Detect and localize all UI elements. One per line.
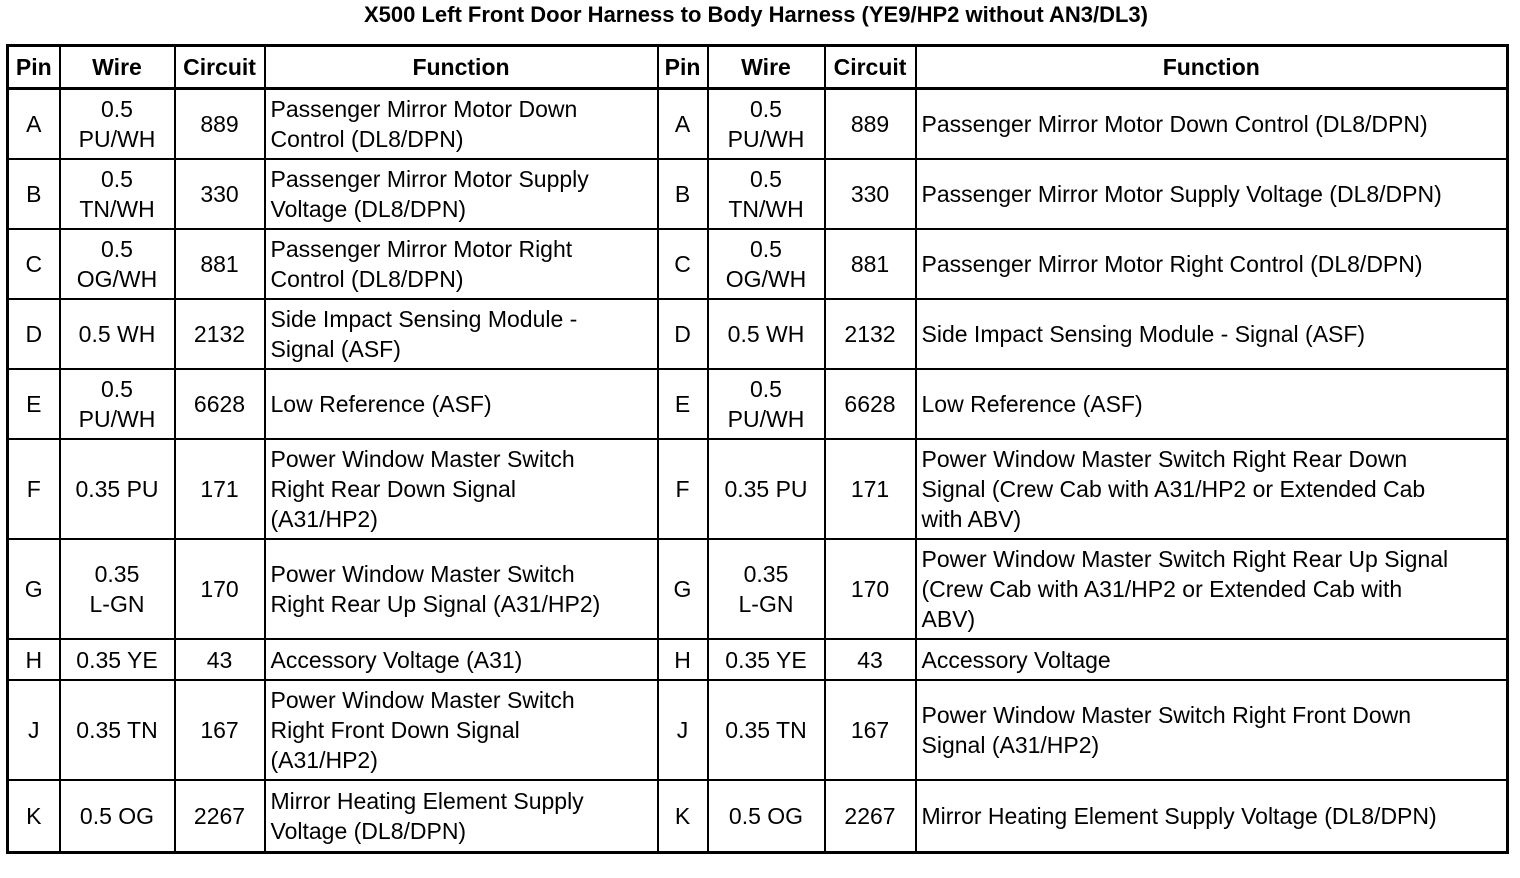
left-wire-cell bbox=[60, 369, 175, 439]
right-circuit-cell: 171 bbox=[825, 439, 916, 539]
right-wire-cell bbox=[708, 680, 825, 780]
left-pin-cell: E bbox=[8, 369, 60, 439]
function-line: Control (DL8/DPN) bbox=[270, 126, 464, 152]
left-function-cell bbox=[265, 299, 658, 369]
header-row bbox=[8, 46, 1508, 89]
left-wire-cell bbox=[60, 539, 175, 639]
right-circuit-cell: 889 bbox=[825, 89, 916, 160]
function-line: Passenger Mirror Motor Right bbox=[270, 236, 573, 262]
function-line: Power Window Master Switch bbox=[270, 687, 575, 713]
wire-line: 0.5 bbox=[101, 376, 133, 402]
table-row bbox=[8, 229, 1508, 299]
table-row bbox=[8, 780, 1508, 853]
right-function-cell bbox=[916, 159, 1508, 229]
function-line: Right Rear Down Signal bbox=[270, 476, 516, 502]
function-line: Voltage (DL8/DPN) bbox=[270, 818, 467, 844]
wire-line: 0.5 OG bbox=[79, 803, 155, 829]
wire-line: 0.5 bbox=[750, 376, 782, 402]
left-pin-cell: D bbox=[8, 299, 60, 369]
right-pin-cell: F bbox=[658, 439, 708, 539]
right-pin-cell: B bbox=[658, 159, 708, 229]
function-line: Mirror Heating Element Supply bbox=[270, 788, 584, 814]
table-title: X500 Left Front Door Harness to Body Harness (YE9/HP2 without AN3/DL3) bbox=[364, 2, 1148, 27]
left-circuit-cell: 2267 bbox=[175, 780, 265, 853]
right-pin-cell: J bbox=[658, 680, 708, 780]
wire-line: OG/WH bbox=[725, 266, 807, 292]
left-pin-cell: J bbox=[8, 680, 60, 780]
wire-line: 0.35 PU bbox=[75, 476, 159, 502]
right-circuit-cell: 881 bbox=[825, 229, 916, 299]
right-pin-cell: H bbox=[658, 639, 708, 680]
right-function-cell bbox=[916, 229, 1508, 299]
table-row bbox=[8, 439, 1508, 539]
left-pin-cell: A bbox=[8, 89, 60, 160]
left-function-cell bbox=[265, 780, 658, 853]
left-pin-cell: B bbox=[8, 159, 60, 229]
function-line: ABV) bbox=[921, 606, 976, 632]
wire-line: PU/WH bbox=[78, 406, 156, 432]
wire-line: L-GN bbox=[738, 591, 794, 617]
table-row bbox=[8, 680, 1508, 780]
left-function-cell bbox=[265, 159, 658, 229]
function-line: Signal (A31/HP2) bbox=[921, 732, 1100, 758]
wire-line: 0.5 bbox=[101, 96, 133, 122]
header-pin: Pin bbox=[8, 46, 60, 89]
wire-line: 0.5 bbox=[750, 236, 782, 262]
wire-line: 0.35 TN bbox=[76, 717, 158, 743]
left-circuit-cell: 171 bbox=[175, 439, 265, 539]
right-pin-cell: K bbox=[658, 780, 708, 853]
left-circuit-cell: 170 bbox=[175, 539, 265, 639]
left-function-cell bbox=[265, 369, 658, 439]
left-pin-cell: K bbox=[8, 780, 60, 853]
left-wire-cell bbox=[60, 639, 175, 680]
function-line: Power Window Master Switch bbox=[270, 446, 575, 472]
left-pin-cell: H bbox=[8, 639, 60, 680]
left-function-cell bbox=[265, 439, 658, 539]
right-pin-cell: C bbox=[658, 229, 708, 299]
left-wire-cell bbox=[60, 159, 175, 229]
function-line: Side Impact Sensing Module - Signal (ASF) bbox=[921, 321, 1366, 347]
header-wire-right: Wire bbox=[708, 46, 825, 89]
right-wire-cell bbox=[708, 639, 825, 680]
left-function-cell bbox=[265, 539, 658, 639]
left-wire-cell bbox=[60, 680, 175, 780]
left-pin-cell: C bbox=[8, 229, 60, 299]
function-line: Voltage (DL8/DPN) bbox=[270, 196, 467, 222]
right-function-cell bbox=[916, 369, 1508, 439]
right-circuit-cell: 6628 bbox=[825, 369, 916, 439]
left-wire-cell bbox=[60, 229, 175, 299]
function-line: Right Rear Up Signal (A31/HP2) bbox=[270, 591, 601, 617]
wire-line: TN/WH bbox=[728, 196, 804, 222]
right-wire-cell bbox=[708, 539, 825, 639]
wire-line: PU/WH bbox=[727, 126, 805, 152]
wire-line: 0.35 TN bbox=[725, 717, 807, 743]
function-line: Low Reference (ASF) bbox=[921, 391, 1143, 417]
table-row bbox=[8, 89, 1508, 160]
wire-line: 0.35 bbox=[94, 561, 140, 587]
wire-line: 0.35 PU bbox=[724, 476, 808, 502]
wire-line: 0.5 WH bbox=[78, 321, 156, 347]
right-wire-cell bbox=[708, 369, 825, 439]
function-line: Side Impact Sensing Module - bbox=[270, 306, 578, 332]
wire-line: OG/WH bbox=[76, 266, 158, 292]
header-function: Function bbox=[265, 46, 658, 89]
wire-line: L-GN bbox=[89, 591, 145, 617]
left-function-cell bbox=[265, 639, 658, 680]
right-function-cell bbox=[916, 299, 1508, 369]
function-line: (A31/HP2) bbox=[270, 747, 378, 773]
wire-line: 0.5 OG bbox=[728, 803, 804, 829]
right-wire-cell bbox=[708, 780, 825, 853]
function-line: Accessory Voltage bbox=[921, 646, 1111, 673]
left-wire-cell bbox=[60, 439, 175, 539]
wire-line: PU/WH bbox=[78, 126, 156, 152]
function-line: Signal (ASF) bbox=[270, 336, 401, 362]
right-circuit-cell: 330 bbox=[825, 159, 916, 229]
right-function-cell bbox=[916, 89, 1508, 160]
left-circuit-cell: 889 bbox=[175, 89, 265, 160]
right-wire-cell bbox=[708, 229, 825, 299]
right-pin-cell: G bbox=[658, 539, 708, 639]
function-line: with ABV) bbox=[921, 506, 1022, 532]
right-circuit-cell: 167 bbox=[825, 680, 916, 780]
header-circuit-right: Circuit bbox=[825, 46, 916, 89]
left-function-cell bbox=[265, 229, 658, 299]
function-line: Mirror Heating Element Supply Voltage (DL8/DPN) bbox=[921, 803, 1437, 829]
harness-table bbox=[6, 44, 1509, 854]
function-line: Passenger Mirror Motor Supply Voltage (DL8/DPN) bbox=[921, 181, 1442, 207]
function-line: Power Window Master Switch bbox=[270, 561, 575, 587]
left-wire-cell bbox=[60, 780, 175, 853]
function-line: (Crew Cab with A31/HP2 or Extended Cab with bbox=[921, 576, 1403, 602]
wire-line: 0.5 bbox=[101, 166, 133, 192]
function-line: Passenger Mirror Motor Down Control (DL8/DPN) bbox=[921, 111, 1428, 137]
header-circuit: Circuit bbox=[175, 46, 265, 89]
left-wire-cell bbox=[60, 89, 175, 160]
function-line: Low Reference (ASF) bbox=[270, 391, 492, 417]
left-circuit-cell: 6628 bbox=[175, 369, 265, 439]
left-function-cell bbox=[265, 89, 658, 160]
function-line: Passenger Mirror Motor Right Control (DL8/DPN) bbox=[921, 251, 1423, 277]
wire-line: 0.5 WH bbox=[727, 321, 805, 347]
table-body bbox=[8, 89, 1508, 853]
left-wire-cell bbox=[60, 299, 175, 369]
right-circuit-cell: 43 bbox=[825, 639, 916, 680]
left-pin-cell: G bbox=[8, 539, 60, 639]
function-line: Passenger Mirror Motor Supply bbox=[270, 166, 589, 192]
header-wire: Wire bbox=[60, 46, 175, 89]
right-circuit-cell: 170 bbox=[825, 539, 916, 639]
left-pin-cell: F bbox=[8, 439, 60, 539]
wire-line: PU/WH bbox=[727, 406, 805, 432]
table-row bbox=[8, 639, 1508, 680]
table-row bbox=[8, 159, 1508, 229]
wire-line: 0.35 bbox=[743, 561, 789, 587]
left-circuit-cell: 43 bbox=[175, 639, 265, 680]
wire-line: 0.35 YE bbox=[76, 646, 158, 673]
right-circuit-cell: 2267 bbox=[825, 780, 916, 853]
function-line: Passenger Mirror Motor Down bbox=[270, 96, 578, 122]
right-wire-cell bbox=[708, 89, 825, 160]
right-circuit-cell: 2132 bbox=[825, 299, 916, 369]
left-circuit-cell: 330 bbox=[175, 159, 265, 229]
table-row bbox=[8, 369, 1508, 439]
function-line: (A31/HP2) bbox=[270, 506, 378, 532]
right-pin-cell: E bbox=[658, 369, 708, 439]
wire-line: 0.5 bbox=[750, 166, 782, 192]
wire-line: 0.5 bbox=[750, 96, 782, 122]
right-wire-cell bbox=[708, 299, 825, 369]
right-pin-cell: D bbox=[658, 299, 708, 369]
function-line: Accessory Voltage (A31) bbox=[270, 646, 523, 673]
right-function-cell bbox=[916, 639, 1508, 680]
right-function-cell bbox=[916, 439, 1508, 539]
function-line: Right Front Down Signal bbox=[270, 717, 520, 743]
function-line: Control (DL8/DPN) bbox=[270, 266, 464, 292]
wire-line: TN/WH bbox=[79, 196, 155, 222]
left-function-cell bbox=[265, 680, 658, 780]
function-line: Power Window Master Switch Right Front Down bbox=[921, 702, 1412, 728]
table-row bbox=[8, 539, 1508, 639]
left-circuit-cell: 881 bbox=[175, 229, 265, 299]
right-pin-cell: A bbox=[658, 89, 708, 160]
right-function-cell bbox=[916, 680, 1508, 780]
function-line: Power Window Master Switch Right Rear Down bbox=[921, 446, 1408, 472]
right-wire-cell bbox=[708, 159, 825, 229]
header-pin-right: Pin bbox=[658, 46, 708, 89]
function-line: Power Window Master Switch Right Rear Up Signal bbox=[921, 546, 1449, 572]
right-function-cell bbox=[916, 539, 1508, 639]
header-function-right: Function bbox=[916, 46, 1508, 89]
left-circuit-cell: 167 bbox=[175, 680, 265, 780]
wire-line: 0.5 bbox=[101, 236, 133, 262]
left-circuit-cell: 2132 bbox=[175, 299, 265, 369]
function-line: Signal (Crew Cab with A31/HP2 or Extended Cab bbox=[921, 476, 1426, 502]
wire-line: 0.35 YE bbox=[725, 646, 807, 673]
right-function-cell bbox=[916, 780, 1508, 853]
table-row bbox=[8, 299, 1508, 369]
right-wire-cell bbox=[708, 439, 825, 539]
